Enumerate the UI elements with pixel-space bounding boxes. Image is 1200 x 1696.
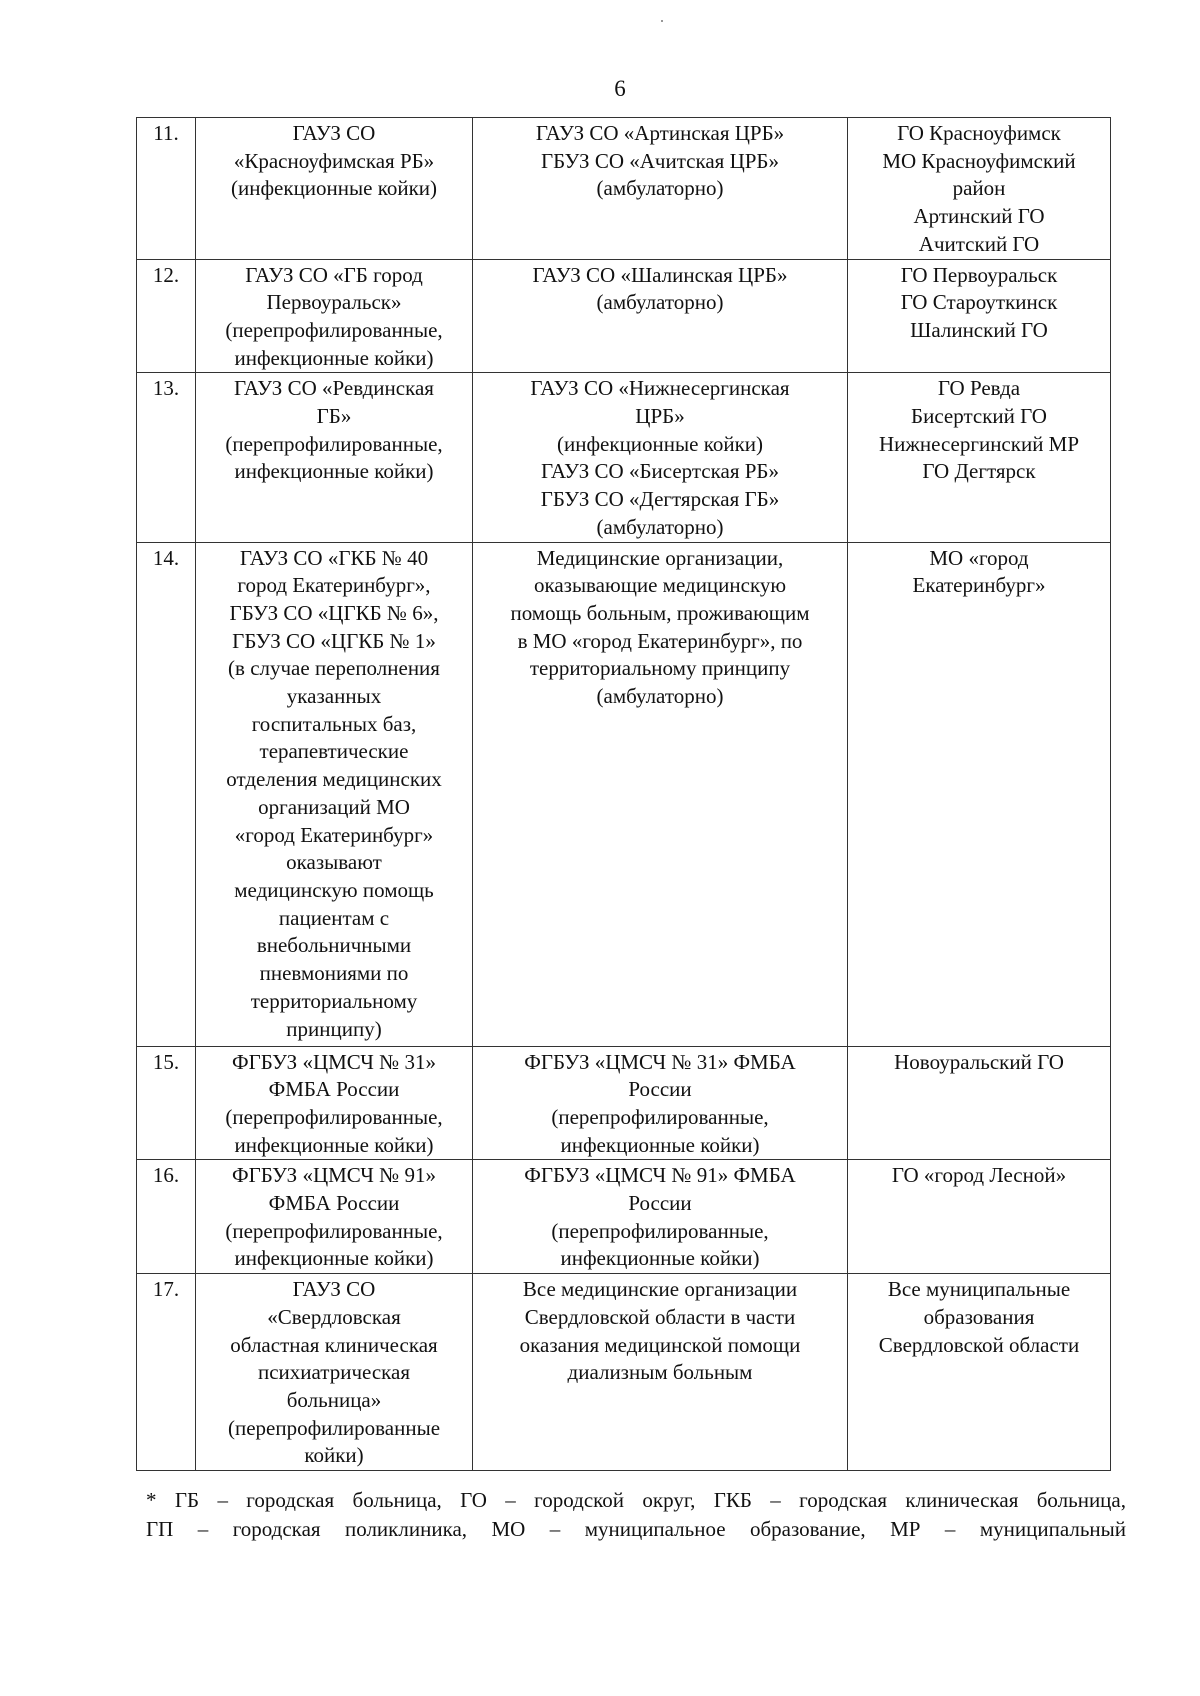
table-row (137, 259, 1111, 373)
footnote-line: ГП – городская поликлиника, МО – муниципальное образование, МР – муниципальный (146, 1517, 1126, 1541)
row-number: 12. (137, 259, 196, 373)
hospital-cell: ФГБУЗ «ЦМСЧ № 91» ФМБА России (перепрофилированные, инфекционные койки) (196, 1160, 473, 1274)
table-row (137, 542, 1111, 1046)
table-row (137, 373, 1111, 542)
hospital-cell: ФГБУЗ «ЦМСЧ № 31» ФМБА России (перепрофилированные, инфекционные койки) (196, 1046, 473, 1160)
organizations-cell: ФГБУЗ «ЦМСЧ № 91» ФМБА России (перепрофилированные, инфекционные койки) (473, 1160, 848, 1274)
territories-cell: Все муниципальные образования Свердловской области (848, 1274, 1111, 1471)
scan-speck (661, 20, 663, 22)
hospital-cell: ГАУЗ СО «Свердловская областная клиническая психиатрическая больница» (перепрофилированные койки) (196, 1274, 473, 1471)
organizations-cell: ГАУЗ СО «Шалинская ЦРБ» (амбулаторно) (473, 259, 848, 373)
hospital-cell: ГАУЗ СО «ГБ город Первоуральск» (перепрофилированные, инфекционные койки) (196, 259, 473, 373)
organizations-cell: ФГБУЗ «ЦМСЧ № 31» ФМБА России (перепрофилированные, инфекционные койки) (473, 1046, 848, 1160)
row-number: 11. (137, 118, 196, 260)
abbreviations-footnote (146, 1486, 1126, 1544)
row-number: 17. (137, 1274, 196, 1471)
row-number: 14. (137, 542, 196, 1046)
territories-cell: Новоуральский ГО (848, 1046, 1111, 1160)
territories-cell: ГО «город Лесной» (848, 1160, 1111, 1274)
table-row (137, 1160, 1111, 1274)
row-number: 15. (137, 1046, 196, 1160)
organizations-cell: Все медицинские организации Свердловской области в части оказания медицинской помощи диализным больным (473, 1274, 848, 1471)
hospital-cell: ГАУЗ СО «Ревдинская ГБ» (перепрофилированные, инфекционные койки) (196, 373, 473, 542)
table-row (137, 1046, 1111, 1160)
table-row (137, 1274, 1111, 1471)
row-number: 16. (137, 1160, 196, 1274)
row-number: 13. (137, 373, 196, 542)
hospital-cell: ГАУЗ СО «ГКБ № 40 город Екатеринбург», ГБУЗ СО «ЦГКБ № 6», ГБУЗ СО «ЦГКБ № 1» (в случае переполнения указанных госпитальных баз, терапевтические отделения медицинских организаций МО «город Екатеринбург» оказывают медицинскую помощь пациентам с внебольничными пневмониями по территориальному принципу) (196, 542, 473, 1046)
footnote-line: * ГБ – городская больница, ГО – городской округ, ГКБ – городская клиническая больница, (146, 1488, 1126, 1512)
territories-cell: ГО Ревда Бисертский ГО Нижнесергинский МР ГО Дегтярск (848, 373, 1111, 542)
territories-cell: МО «город Екатеринбург» (848, 542, 1111, 1046)
organizations-cell: ГАУЗ СО «Нижнесергинская ЦРБ» (инфекционные койки) ГАУЗ СО «Бисертская РБ» ГБУЗ СО «Дегтярская ГБ» (амбулаторно) (473, 373, 848, 542)
hospital-assignment-table (136, 117, 1111, 1471)
organizations-cell: Медицинские организации, оказывающие медицинскую помощь больным, проживающим в МО «город Екатеринбург», по территориальному принципу (амбулаторно) (473, 542, 848, 1046)
hospital-cell: ГАУЗ СО «Красноуфимская РБ» (инфекционные койки) (196, 118, 473, 260)
territories-cell: ГО Первоуральск ГО Староуткинск Шалинский ГО (848, 259, 1111, 373)
organizations-cell: ГАУЗ СО «Артинская ЦРБ» ГБУЗ СО «Ачитская ЦРБ» (амбулаторно) (473, 118, 848, 260)
page-number: 6 (614, 76, 626, 101)
table-row (137, 118, 1111, 260)
territories-cell: ГО Красноуфимск МО Красноуфимский район Артинский ГО Ачитский ГО (848, 118, 1111, 260)
